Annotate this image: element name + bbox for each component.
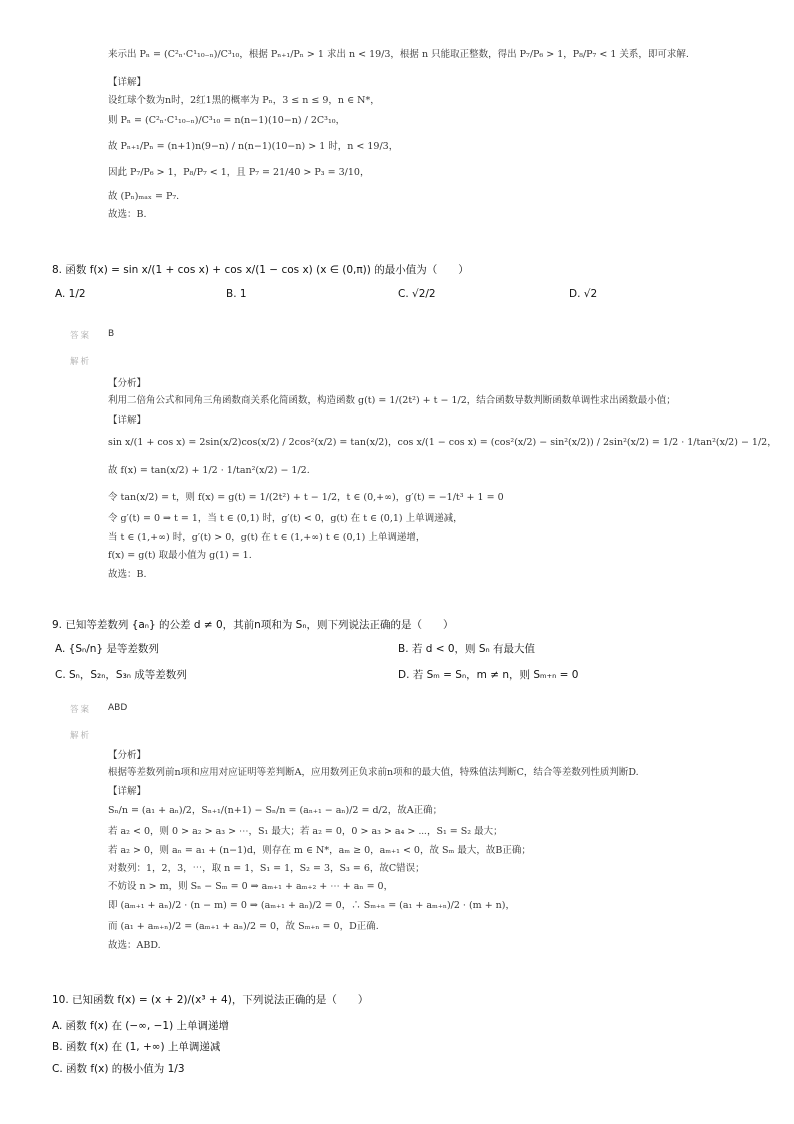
q9-detail-line: 即 (aₘ₊₁ + aₙ)/2 · (n − m) = 0 ⇒ (aₘ₊₁ + aₙ)/2 = 0，∴ Sₘ₊ₙ = (a₁ + aₘ₊ₙ)/2 · (m + n)， — [108, 900, 516, 911]
q10-option-c: C. 函数 f(x) 的极小值为 1/3 — [52, 1063, 185, 1075]
q9-detail-line: 而 (a₁ + aₘ₊ₙ)/2 = (aₘ₊₁ + aₙ)/2 = 0，故 Sₘ₊ₙ = 0，D正确. — [108, 921, 379, 932]
q10-option-b: B. 函数 f(x) 在 (1, +∞) 上单调递减 — [52, 1041, 221, 1053]
q9-analysis-text: 根据等差数列前n项和应用对应证明等差判断A，应用数列正负求前n项和的最大值，特殊值法判断C，结合等差数列性质判断D. — [108, 767, 639, 778]
q9-option-d: D. 若 Sₘ = Sₙ，m ≠ n，则 Sₘ₊ₙ = 0 — [398, 669, 579, 681]
q8-option-c: C. √2/2 — [398, 288, 436, 300]
q9-answer-label: 答案 — [70, 705, 92, 715]
q9-option-c: C. Sₙ，S₂ₙ，S₃ₙ 成等差数列 — [55, 669, 187, 681]
q9-option-b: B. 若 d < 0，则 Sₙ 有最大值 — [398, 643, 536, 655]
q8-stem: 8. 函数 f(x) = sin x/(1 + cos x) + cos x/(1 − cos x) (x ∈ (0,π)) 的最小值为（ ） — [52, 264, 469, 276]
q7-detail-line: 故 Pₙ₊₁/Pₙ = (n+1)n(9−n) / n(n−1)(10−n) > 1 时，n < 19/3， — [108, 141, 399, 152]
q8-answer-label: 答案 — [70, 331, 92, 341]
q8-analysis-text: 利用二倍角公式和同角三角函数商关系化简函数，构造函数 g(t) = 1/(2t²) + t − 1/2，结合函数导数判断函数单调性求出函数最小值； — [108, 395, 676, 406]
q7-detail-line: 故 (Pₙ)ₘₐₓ = P₇. — [108, 191, 180, 202]
q7-detail-line: 因此 P₇/P₆ > 1，P₈/P₇ < 1，且 P₇ = 21/40 > P₃ = 3/10， — [108, 167, 370, 178]
q8-conclusion: 故选：B. — [108, 569, 147, 580]
q8-detail-line: 令 g′(t) = 0 ⇒ t = 1，当 t ∈ (0,1) 时，g′(t) < 0，g(t) 在 t ∈ (0,1) 上单调递减， — [108, 513, 463, 524]
q8-detail-line: f(x) = g(t) 取最小值为 g(1) = 1. — [108, 550, 252, 561]
q9-stem: 9. 已知等差数列 {aₙ} 的公差 d ≠ 0，其前n项和为 Sₙ，则下列说法正确的是（ ） — [52, 619, 454, 631]
q9-analysis-tag: 【分析】 — [108, 750, 147, 761]
q8-detail-line: 故 f(x) = tan(x/2) + 1/2 · 1/tan²(x/2) − 1/2. — [108, 465, 310, 476]
q7-analysis-line: 来示出 Pₙ = (C²ₙ·C¹₁₀₋ₙ)/C³₁₀，根据 Pₙ₊₁/Pₙ > 1 求出 n < 19/3，根据 n 只能取正整数，得出 P₇/P₆ > 1，P₈/P₇ < 1 关系，即可求解. — [108, 49, 689, 60]
q8-detail-line: sin x/(1 + cos x) = 2sin(x/2)cos(x/2) / 2cos²(x/2) = tan(x/2)，cos x/(1 − cos x) = (cos²(x/2) − sin²(x/2)) / 2sin²(x/2) = 1/2 · 1/tan²(x/2) − 1/2， — [108, 437, 777, 448]
q9-detail-line: 不妨设 n > m，则 Sₙ − Sₘ = 0 ⇒ aₘ₊₁ + aₘ₊₂ + ⋯ + aₙ = 0， — [108, 881, 394, 892]
q9-detail-line: 若 a₂ < 0，则 0 > a₂ > a₃ > ⋯，S₁ 最大；若 a₂ = 0，0 > a₃ > a₄ > ⋯，S₁ = S₂ 最大； — [108, 826, 503, 837]
q9-option-a: A. {Sₙ/n} 是等差数列 — [55, 643, 159, 655]
q8-analysis-tag: 【分析】 — [108, 378, 147, 389]
q9-detail-line: 若 a₂ > 0，则 aₙ = a₁ + (n−1)d，则存在 m ∈ N*，aₘ ≥ 0，aₘ₊₁ < 0，故 Sₘ 最大，故B正确； — [108, 845, 531, 856]
q10-stem: 10. 已知函数 f(x) = (x + 2)/(x³ + 4)，下列说法正确的是（ ） — [52, 994, 369, 1006]
q8-answer: B — [108, 329, 115, 339]
q7-detail-line: 设红球个数为n时，2红1黑的概率为 Pₙ，3 ≤ n ≤ 9，n ∈ N*， — [108, 95, 380, 106]
q9-conclusion: 故选：ABD. — [108, 940, 161, 951]
q9-detail-tag: 【详解】 — [108, 786, 147, 797]
q10-option-a: A. 函数 f(x) 在 (−∞, −1) 上单调递增 — [52, 1020, 230, 1032]
q8-option-a: A. 1/2 — [55, 288, 86, 300]
q8-detail-tag: 【详解】 — [108, 415, 147, 426]
q8-option-d: D. √2 — [569, 288, 598, 300]
q7-conclusion: 故选：B. — [108, 209, 147, 220]
q9-answer: ABD — [108, 703, 128, 713]
q9-analysis-label: 解析 — [70, 731, 92, 741]
q9-detail-line: 对数列：1，2，3，⋯，取 n = 1，S₁ = 1，S₂ = 3，S₃ = 6，故C错误； — [108, 863, 425, 874]
q7-detail-tag: 【详解】 — [108, 77, 147, 88]
q8-detail-line: 当 t ∈ (1,+∞) 时，g′(t) > 0，g(t) 在 t ∈ (1,+∞) t ∈ (0,1) 上单调递增， — [108, 532, 426, 543]
q9-detail-line: Sₙ/n = (a₁ + aₙ)/2，Sₙ₊₁/(n+1) − Sₙ/n = (aₙ₊₁ − aₙ)/2 = d/2，故A正确； — [108, 805, 443, 816]
q8-analysis-label: 解析 — [70, 357, 92, 367]
q8-detail-line: 令 tan(x/2) = t，则 f(x) = g(t) = 1/(2t²) + t − 1/2，t ∈ (0,+∞)，g′(t) = −1/t³ + 1 = 0 — [108, 492, 504, 503]
q8-option-b: B. 1 — [226, 288, 247, 300]
q7-detail-line: 则 Pₙ = (C²ₙ·C¹₁₀₋ₙ)/C³₁₀ = n(n−1)(10−n) / 2C³₁₀， — [108, 115, 346, 126]
